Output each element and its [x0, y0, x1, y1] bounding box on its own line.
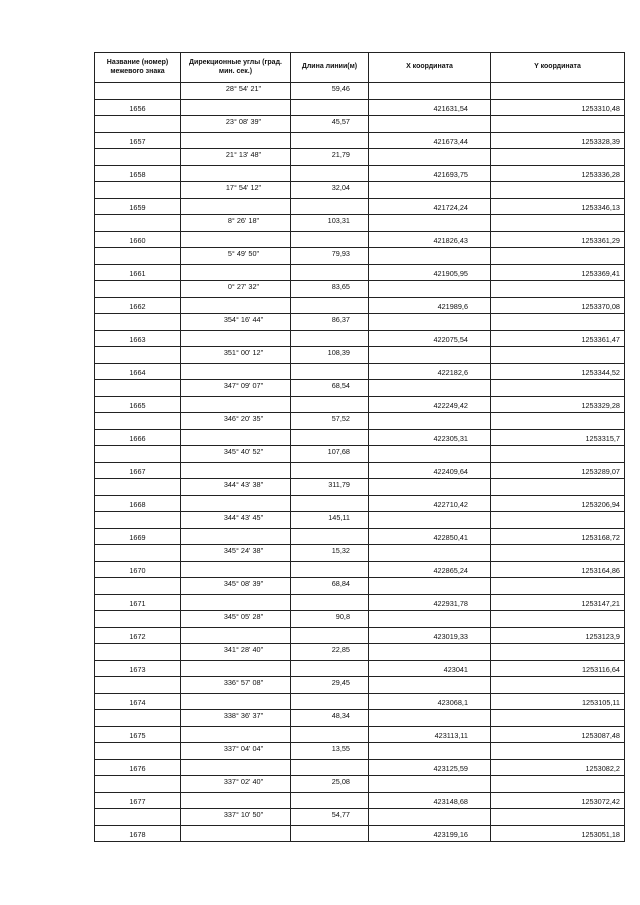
cell-x-coordinate	[369, 215, 491, 232]
cell-y-coordinate: 1253361,47	[491, 330, 625, 347]
cell-direction-angle: 341° 28' 40"	[181, 644, 291, 661]
cell-marker-name: 1659	[95, 198, 181, 215]
cell-y-coordinate	[491, 578, 625, 595]
cell-y-coordinate	[491, 182, 625, 199]
table-row-segment	[95, 116, 625, 133]
cell-line-length: 45,57	[291, 116, 369, 133]
cell-y-coordinate: 1253147,21	[491, 594, 625, 611]
cell-y-coordinate	[491, 644, 625, 661]
table-row-point	[95, 792, 625, 809]
cell-line-length	[291, 99, 369, 116]
cell-direction-angle	[181, 264, 291, 281]
cell-marker-name: 1670	[95, 561, 181, 578]
cell-marker-name	[95, 776, 181, 793]
cell-y-coordinate: 1253369,41	[491, 264, 625, 281]
cell-x-coordinate	[369, 479, 491, 496]
cell-marker-name: 1657	[95, 132, 181, 149]
cell-x-coordinate: 423199,16	[369, 825, 491, 842]
cell-x-coordinate	[369, 578, 491, 595]
table-row-point	[95, 594, 625, 611]
cell-x-coordinate: 422931,78	[369, 594, 491, 611]
header-marker-name: Название (номер) межевого знака	[95, 53, 181, 83]
cell-direction-angle	[181, 825, 291, 842]
cell-line-length: 90,8	[291, 611, 369, 628]
cell-direction-angle: 347° 09' 07"	[181, 380, 291, 397]
cell-direction-angle: 345° 08' 39"	[181, 578, 291, 595]
cell-line-length	[291, 231, 369, 248]
cell-marker-name: 1663	[95, 330, 181, 347]
cell-x-coordinate: 422305,31	[369, 429, 491, 446]
cell-direction-angle	[181, 297, 291, 314]
cell-x-coordinate	[369, 281, 491, 298]
cell-marker-name: 1678	[95, 825, 181, 842]
cell-x-coordinate: 423068,1	[369, 693, 491, 710]
table-row-segment	[95, 347, 625, 364]
cell-direction-angle: 346° 20' 35"	[181, 413, 291, 430]
cell-x-coordinate	[369, 248, 491, 265]
table-row-point	[95, 660, 625, 677]
table-row-segment	[95, 710, 625, 727]
cell-direction-angle	[181, 99, 291, 116]
cell-line-length	[291, 363, 369, 380]
cell-x-coordinate	[369, 413, 491, 430]
table-row-segment	[95, 380, 625, 397]
cell-marker-name: 1671	[95, 594, 181, 611]
cell-direction-angle	[181, 726, 291, 743]
cell-direction-angle	[181, 792, 291, 809]
table-row-segment	[95, 512, 625, 529]
table-row-segment	[95, 149, 625, 166]
cell-x-coordinate: 422409,64	[369, 462, 491, 479]
cell-y-coordinate	[491, 743, 625, 760]
cell-x-coordinate: 421989,6	[369, 297, 491, 314]
cell-direction-angle	[181, 462, 291, 479]
cell-marker-name	[95, 611, 181, 628]
table-row-point	[95, 198, 625, 215]
header-direction-angle: Дирекционные углы (град. мин. сек.)	[181, 53, 291, 83]
cell-x-coordinate: 422249,42	[369, 396, 491, 413]
cell-direction-angle: 337° 04' 04"	[181, 743, 291, 760]
table-row-segment	[95, 776, 625, 793]
cell-y-coordinate: 1253310,48	[491, 99, 625, 116]
cell-line-length	[291, 396, 369, 413]
table-row-segment	[95, 677, 625, 694]
cell-line-length: 22,85	[291, 644, 369, 661]
cell-line-length: 57,52	[291, 413, 369, 430]
cell-y-coordinate: 1253206,94	[491, 495, 625, 512]
cell-y-coordinate	[491, 116, 625, 133]
table-row-point	[95, 561, 625, 578]
cell-line-length	[291, 825, 369, 842]
cell-marker-name	[95, 479, 181, 496]
cell-y-coordinate: 1253344,52	[491, 363, 625, 380]
cell-y-coordinate	[491, 215, 625, 232]
cell-line-length	[291, 594, 369, 611]
table-row-segment	[95, 314, 625, 331]
cell-x-coordinate: 422710,42	[369, 495, 491, 512]
cell-x-coordinate	[369, 545, 491, 562]
cell-x-coordinate: 421826,43	[369, 231, 491, 248]
cell-y-coordinate: 1253105,11	[491, 693, 625, 710]
cell-marker-name: 1662	[95, 297, 181, 314]
cell-x-coordinate: 422850,41	[369, 528, 491, 545]
table-row-segment	[95, 83, 625, 100]
cell-y-coordinate: 1253361,29	[491, 231, 625, 248]
cell-line-length	[291, 462, 369, 479]
cell-direction-angle	[181, 363, 291, 380]
cell-y-coordinate: 1253082,2	[491, 759, 625, 776]
cell-direction-angle: 351° 00' 12"	[181, 347, 291, 364]
table-row-point	[95, 495, 625, 512]
cell-line-length: 83,65	[291, 281, 369, 298]
cell-marker-name: 1669	[95, 528, 181, 545]
cell-direction-angle	[181, 231, 291, 248]
cell-line-length	[291, 759, 369, 776]
cell-line-length: 29,45	[291, 677, 369, 694]
cell-x-coordinate	[369, 149, 491, 166]
cell-x-coordinate: 421905,95	[369, 264, 491, 281]
table-row-point	[95, 297, 625, 314]
cell-x-coordinate	[369, 710, 491, 727]
table-row-point	[95, 132, 625, 149]
cell-marker-name: 1656	[95, 99, 181, 116]
cell-y-coordinate: 1253072,42	[491, 792, 625, 809]
cell-direction-angle	[181, 330, 291, 347]
header-line-length: Длина линии(м)	[291, 53, 369, 83]
cell-direction-angle: 21° 13' 48"	[181, 149, 291, 166]
cell-direction-angle: 8° 26' 18"	[181, 215, 291, 232]
cell-marker-name	[95, 677, 181, 694]
table-row-segment	[95, 743, 625, 760]
table-row-segment	[95, 578, 625, 595]
cell-x-coordinate	[369, 347, 491, 364]
cell-marker-name	[95, 512, 181, 529]
table-row-segment	[95, 611, 625, 628]
cell-y-coordinate: 1253346,13	[491, 198, 625, 215]
cell-line-length: 25,08	[291, 776, 369, 793]
cell-x-coordinate: 423041	[369, 660, 491, 677]
table-row-point	[95, 363, 625, 380]
cell-line-length: 48,34	[291, 710, 369, 727]
cell-marker-name	[95, 380, 181, 397]
cell-marker-name	[95, 413, 181, 430]
cell-line-length: 68,84	[291, 578, 369, 595]
cell-marker-name	[95, 578, 181, 595]
cell-marker-name	[95, 314, 181, 331]
table-row-segment	[95, 644, 625, 661]
cell-direction-angle	[181, 198, 291, 215]
cell-marker-name	[95, 182, 181, 199]
cell-y-coordinate: 1253370,08	[491, 297, 625, 314]
cell-x-coordinate: 421693,75	[369, 165, 491, 182]
cell-y-coordinate	[491, 83, 625, 100]
cell-line-length	[291, 264, 369, 281]
cell-marker-name	[95, 215, 181, 232]
cell-marker-name	[95, 446, 181, 463]
cell-marker-name	[95, 545, 181, 562]
table-row-point	[95, 330, 625, 347]
cell-line-length: 15,32	[291, 545, 369, 562]
cell-line-length: 103,31	[291, 215, 369, 232]
table-row-segment	[95, 182, 625, 199]
cell-direction-angle: 5° 49' 50"	[181, 248, 291, 265]
cell-x-coordinate: 423125,59	[369, 759, 491, 776]
cell-line-length: 108,39	[291, 347, 369, 364]
cell-direction-angle: 337° 10' 50"	[181, 809, 291, 826]
table-row-point	[95, 528, 625, 545]
cell-y-coordinate	[491, 248, 625, 265]
cell-line-length: 21,79	[291, 149, 369, 166]
cell-y-coordinate	[491, 314, 625, 331]
table-row-segment	[95, 446, 625, 463]
table-row-point	[95, 693, 625, 710]
table-row-segment	[95, 248, 625, 265]
cell-line-length	[291, 528, 369, 545]
cell-line-length: 13,55	[291, 743, 369, 760]
cell-direction-angle	[181, 396, 291, 413]
table-row-segment	[95, 545, 625, 562]
cell-direction-angle	[181, 561, 291, 578]
cell-y-coordinate	[491, 512, 625, 529]
cell-marker-name: 1674	[95, 693, 181, 710]
cell-direction-angle: 0° 27' 32"	[181, 281, 291, 298]
cell-x-coordinate	[369, 512, 491, 529]
cell-y-coordinate: 1253336,28	[491, 165, 625, 182]
cell-direction-angle: 345° 40' 52"	[181, 446, 291, 463]
cell-x-coordinate: 422865,24	[369, 561, 491, 578]
table-row-point	[95, 759, 625, 776]
cell-direction-angle	[181, 132, 291, 149]
cell-line-length: 79,93	[291, 248, 369, 265]
cell-marker-name: 1664	[95, 363, 181, 380]
cell-direction-angle	[181, 165, 291, 182]
table-row-point	[95, 264, 625, 281]
cell-y-coordinate	[491, 281, 625, 298]
cell-marker-name	[95, 644, 181, 661]
table-row-point	[95, 231, 625, 248]
cell-line-length	[291, 561, 369, 578]
table-row-point	[95, 396, 625, 413]
cell-line-length	[291, 429, 369, 446]
cell-marker-name	[95, 281, 181, 298]
cell-line-length	[291, 627, 369, 644]
cell-x-coordinate	[369, 116, 491, 133]
cell-marker-name: 1665	[95, 396, 181, 413]
cell-x-coordinate	[369, 314, 491, 331]
cell-x-coordinate	[369, 611, 491, 628]
table-row-point	[95, 165, 625, 182]
cell-direction-angle: 336° 57' 08"	[181, 677, 291, 694]
cell-direction-angle: 344° 43' 38"	[181, 479, 291, 496]
cell-y-coordinate: 1253123,9	[491, 627, 625, 644]
cell-y-coordinate	[491, 776, 625, 793]
cell-y-coordinate	[491, 347, 625, 364]
cell-line-length: 54,77	[291, 809, 369, 826]
cell-x-coordinate: 422182,6	[369, 363, 491, 380]
cell-y-coordinate	[491, 710, 625, 727]
cell-line-length	[291, 726, 369, 743]
table-header-row	[95, 53, 625, 83]
cell-y-coordinate	[491, 611, 625, 628]
cell-line-length	[291, 660, 369, 677]
cell-direction-angle	[181, 495, 291, 512]
cell-marker-name	[95, 83, 181, 100]
cell-line-length: 311,79	[291, 479, 369, 496]
table-row-segment	[95, 479, 625, 496]
table-row-segment	[95, 281, 625, 298]
cell-marker-name: 1675	[95, 726, 181, 743]
cell-marker-name: 1661	[95, 264, 181, 281]
table-row-point	[95, 627, 625, 644]
cell-marker-name	[95, 116, 181, 133]
table-row-segment	[95, 809, 625, 826]
cell-direction-angle: 23° 08' 39"	[181, 116, 291, 133]
cell-x-coordinate	[369, 809, 491, 826]
cell-line-length	[291, 198, 369, 215]
cell-y-coordinate: 1253168,72	[491, 528, 625, 545]
cell-marker-name: 1677	[95, 792, 181, 809]
cell-marker-name: 1673	[95, 660, 181, 677]
cell-y-coordinate	[491, 149, 625, 166]
header-x-coordinate: X координата	[369, 53, 491, 83]
cell-x-coordinate: 421724,24	[369, 198, 491, 215]
cell-y-coordinate	[491, 446, 625, 463]
cell-x-coordinate	[369, 380, 491, 397]
cell-direction-angle: 28° 54' 21"	[181, 83, 291, 100]
cell-x-coordinate: 423148,68	[369, 792, 491, 809]
cell-marker-name	[95, 248, 181, 265]
cell-y-coordinate	[491, 479, 625, 496]
cell-marker-name	[95, 743, 181, 760]
cell-marker-name: 1667	[95, 462, 181, 479]
cell-line-length: 86,37	[291, 314, 369, 331]
cell-direction-angle: 345° 24' 38"	[181, 545, 291, 562]
cell-direction-angle	[181, 660, 291, 677]
cell-direction-angle	[181, 429, 291, 446]
cell-direction-angle	[181, 528, 291, 545]
cell-line-length: 68,54	[291, 380, 369, 397]
cell-line-length	[291, 297, 369, 314]
cell-direction-angle	[181, 627, 291, 644]
table-row-point	[95, 429, 625, 446]
table-body	[95, 83, 625, 842]
table-row-point	[95, 726, 625, 743]
cell-line-length: 145,11	[291, 512, 369, 529]
cell-y-coordinate	[491, 380, 625, 397]
boundary-points-table-page	[94, 52, 625, 842]
cell-line-length: 59,46	[291, 83, 369, 100]
table-row-point	[95, 825, 625, 842]
cell-y-coordinate: 1253289,07	[491, 462, 625, 479]
cell-line-length	[291, 495, 369, 512]
boundary-points-table	[94, 52, 625, 842]
cell-line-length: 32,04	[291, 182, 369, 199]
cell-marker-name	[95, 809, 181, 826]
cell-line-length	[291, 165, 369, 182]
cell-line-length	[291, 693, 369, 710]
cell-x-coordinate: 423113,11	[369, 726, 491, 743]
cell-line-length: 107,68	[291, 446, 369, 463]
cell-x-coordinate	[369, 743, 491, 760]
cell-y-coordinate: 1253315,7	[491, 429, 625, 446]
cell-y-coordinate: 1253164,86	[491, 561, 625, 578]
cell-x-coordinate	[369, 644, 491, 661]
cell-y-coordinate: 1253329,28	[491, 396, 625, 413]
cell-marker-name	[95, 710, 181, 727]
cell-x-coordinate	[369, 446, 491, 463]
cell-line-length	[291, 330, 369, 347]
cell-x-coordinate	[369, 182, 491, 199]
table-row-point	[95, 462, 625, 479]
table-row-segment	[95, 215, 625, 232]
cell-y-coordinate: 1253087,48	[491, 726, 625, 743]
cell-line-length	[291, 132, 369, 149]
cell-y-coordinate: 1253328,39	[491, 132, 625, 149]
table-row-point	[95, 99, 625, 116]
cell-x-coordinate: 423019,33	[369, 627, 491, 644]
cell-marker-name	[95, 149, 181, 166]
cell-y-coordinate	[491, 677, 625, 694]
cell-marker-name: 1668	[95, 495, 181, 512]
cell-direction-angle	[181, 759, 291, 776]
cell-direction-angle	[181, 594, 291, 611]
cell-y-coordinate	[491, 545, 625, 562]
cell-marker-name: 1676	[95, 759, 181, 776]
cell-direction-angle: 344° 43' 45"	[181, 512, 291, 529]
header-y-coordinate: Y координата	[491, 53, 625, 83]
cell-x-coordinate: 422075,54	[369, 330, 491, 347]
cell-x-coordinate	[369, 83, 491, 100]
cell-x-coordinate	[369, 776, 491, 793]
cell-line-length	[291, 792, 369, 809]
cell-y-coordinate	[491, 413, 625, 430]
cell-marker-name: 1658	[95, 165, 181, 182]
cell-marker-name: 1672	[95, 627, 181, 644]
cell-direction-angle: 338° 36' 37"	[181, 710, 291, 727]
cell-y-coordinate: 1253116,64	[491, 660, 625, 677]
cell-marker-name: 1666	[95, 429, 181, 446]
cell-direction-angle	[181, 693, 291, 710]
cell-direction-angle: 337° 02' 40"	[181, 776, 291, 793]
cell-direction-angle: 345° 05' 28"	[181, 611, 291, 628]
cell-y-coordinate: 1253051,18	[491, 825, 625, 842]
cell-x-coordinate: 421673,44	[369, 132, 491, 149]
cell-x-coordinate: 421631,54	[369, 99, 491, 116]
cell-marker-name: 1660	[95, 231, 181, 248]
cell-direction-angle: 17° 54' 12"	[181, 182, 291, 199]
cell-direction-angle: 354° 16' 44"	[181, 314, 291, 331]
table-row-segment	[95, 413, 625, 430]
cell-marker-name	[95, 347, 181, 364]
cell-x-coordinate	[369, 677, 491, 694]
cell-y-coordinate	[491, 809, 625, 826]
